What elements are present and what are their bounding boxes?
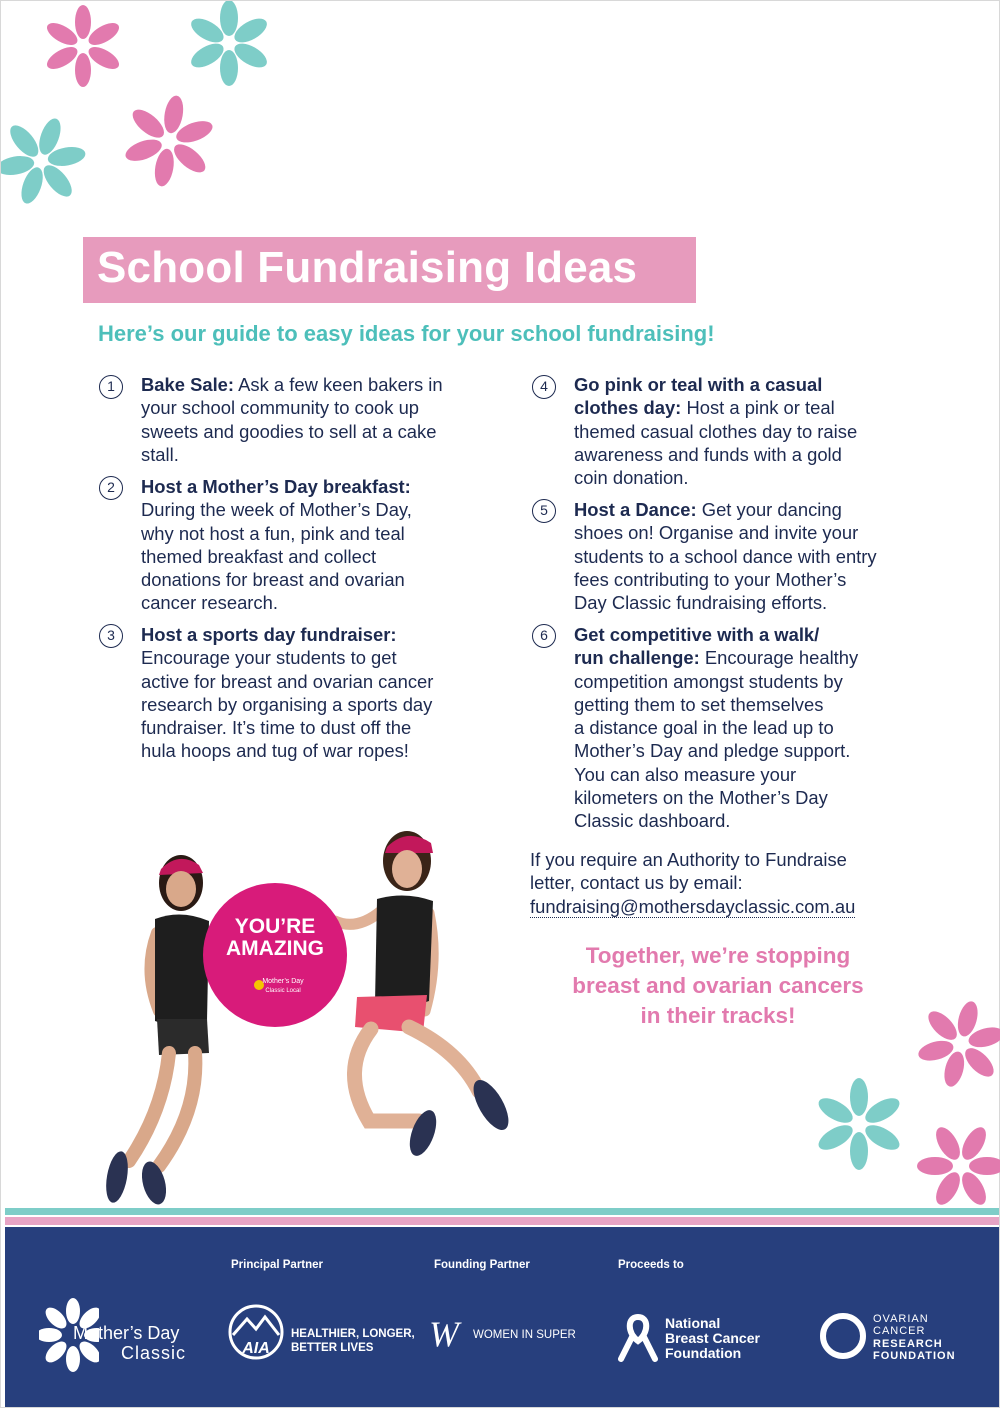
aia-slogan: BETTER LIVES — [291, 1342, 374, 1354]
idea-line: getting them to set themselves — [574, 693, 824, 715]
ocrf-logo-text: OVARIAN — [873, 1313, 929, 1325]
idea-line: cancer research. — [141, 592, 278, 614]
page-title: School Fundraising Ideas — [97, 243, 638, 292]
idea-4 — [574, 373, 919, 489]
idea-line: sweets and goodies to sell at a cake — [141, 420, 437, 442]
idea-line: Encourage healthy — [704, 647, 859, 669]
contact-block — [530, 848, 910, 918]
idea-line: kilometers on the Mother’s Day — [574, 787, 828, 809]
idea-heading: Go pink or teal with a casual — [574, 374, 823, 395]
idea-heading: Host a Dance: — [574, 499, 697, 520]
idea-line: Ask a few keen bakers in — [238, 374, 443, 395]
nbcf-logo-text: Foundation — [665, 1345, 742, 1361]
idea-line: your school community to cook up — [141, 397, 420, 419]
idea-line: fees contributing to your Mother’s — [574, 568, 847, 590]
jumping-girls-photo — [99, 821, 519, 1221]
idea-line: coin donation. — [574, 467, 689, 489]
page-subtitle: Here’s our guide to easy ideas for your school fundraising! — [98, 321, 715, 346]
wis-logo-text: WOMEN IN SUPER — [473, 1329, 576, 1341]
pink-ribbon-icon — [617, 1311, 659, 1365]
idea-number-3: 3 — [99, 624, 123, 648]
idea-line: Host a pink or teal — [686, 397, 835, 419]
tagline-line: breast and ovarian cancers — [572, 973, 864, 998]
idea-heading: Bake Sale: — [141, 374, 235, 395]
wis-mark: W — [429, 1314, 459, 1354]
idea-line: students to a school dance with entry — [574, 545, 877, 567]
ocrf-logo-text: CANCER — [873, 1325, 926, 1337]
idea-line: awareness and funds with a gold — [574, 443, 842, 465]
sign-small-text: Classic Local — [265, 988, 301, 994]
you-are-amazing-sign — [203, 883, 347, 1027]
ocrf-logo-text: RESEARCH — [873, 1338, 943, 1350]
idea-line: themed casual clothes day to raise — [574, 420, 858, 442]
idea-6 — [574, 623, 919, 833]
idea-line: fundraiser. It’s time to dust off the — [141, 717, 412, 739]
footer-stripe-pink — [5, 1217, 999, 1225]
idea-line: Get your dancing — [701, 499, 842, 520]
idea-line: donations for breast and ovarian — [141, 569, 405, 591]
idea-line: a distance goal in the lead up to — [574, 717, 834, 739]
mdc-logo-text: Mother’s Day — [73, 1323, 180, 1343]
idea-line: hula hoops and tug of war ropes! — [141, 740, 409, 762]
idea-3 — [141, 623, 486, 763]
idea-number-2: 2 — [99, 476, 123, 500]
aia-mark-text: AIA — [242, 1340, 270, 1357]
idea-line: You can also measure your — [574, 763, 797, 785]
founding-partner-label: Founding Partner — [434, 1259, 530, 1271]
idea-line: shoes on! Organise and invite your — [574, 522, 859, 544]
flower-decoration-top-left — [1, 1, 301, 231]
idea-line: Classic dashboard. — [574, 810, 731, 832]
tagline-line: in their tracks! — [640, 1003, 796, 1028]
contact-line: If you require an Authority to Fundraise — [530, 849, 847, 870]
idea-number-5: 5 — [532, 499, 556, 523]
idea-5 — [574, 498, 919, 614]
aia-logo-icon — [227, 1303, 285, 1361]
idea-number-6: 6 — [532, 624, 556, 648]
idea-heading: clothes day: — [574, 397, 682, 419]
tagline-line: Together, we’re stopping — [585, 943, 851, 968]
idea-heading: Get competitive with a walk/ — [574, 624, 820, 645]
principal-partner-label: Principal Partner — [231, 1259, 324, 1271]
ocrf-ring-icon — [819, 1311, 867, 1361]
footer-stripe-teal — [5, 1208, 999, 1215]
idea-2 — [141, 475, 481, 615]
idea-line: why not host a fun, pink and teal — [141, 522, 405, 544]
idea-heading: Host a sports day fundraiser: — [141, 624, 397, 645]
idea-line: Mother’s Day and pledge support. — [574, 740, 851, 762]
idea-1 — [141, 373, 481, 466]
email-link[interactable]: fundraising@mothersdayclassic.com.au — [530, 895, 856, 917]
tagline — [541, 941, 895, 1031]
idea-line: stall. — [141, 443, 179, 465]
ocrf-logo-text: FOUNDATION — [873, 1350, 956, 1362]
idea-line: research by organising a sports day — [141, 693, 433, 715]
idea-heading: run challenge: — [574, 647, 700, 669]
nbcf-logo-text: Breast Cancer — [665, 1330, 760, 1346]
idea-line: themed breakfast and collect — [141, 545, 377, 567]
sign-text: AMAZING — [226, 937, 324, 960]
idea-line: During the week of Mother’s Day, — [141, 499, 412, 521]
idea-line: Day Classic fundraising efforts. — [574, 592, 828, 614]
contact-line: letter, contact us by email: — [530, 872, 743, 894]
mdc-logo-text: Classic — [121, 1343, 187, 1363]
sign-small-text: Mother’s Day — [262, 978, 304, 985]
aia-slogan: HEALTHIER, LONGER, — [291, 1328, 415, 1340]
sign-text: YOU’RE — [234, 915, 316, 938]
idea-line: competition amongst students by — [574, 670, 843, 692]
idea-number-1: 1 — [99, 375, 123, 399]
idea-number-4: 4 — [532, 375, 556, 399]
nbcf-logo-text: National — [665, 1315, 721, 1331]
idea-line: active for breast and ovarian cancer — [141, 670, 434, 692]
idea-heading: Host a Mother’s Day breakfast: — [141, 476, 411, 497]
proceeds-to-label: Proceeds to — [618, 1259, 684, 1271]
right-girl-figure — [335, 831, 515, 1159]
idea-line: Encourage your students to get — [141, 647, 397, 669]
